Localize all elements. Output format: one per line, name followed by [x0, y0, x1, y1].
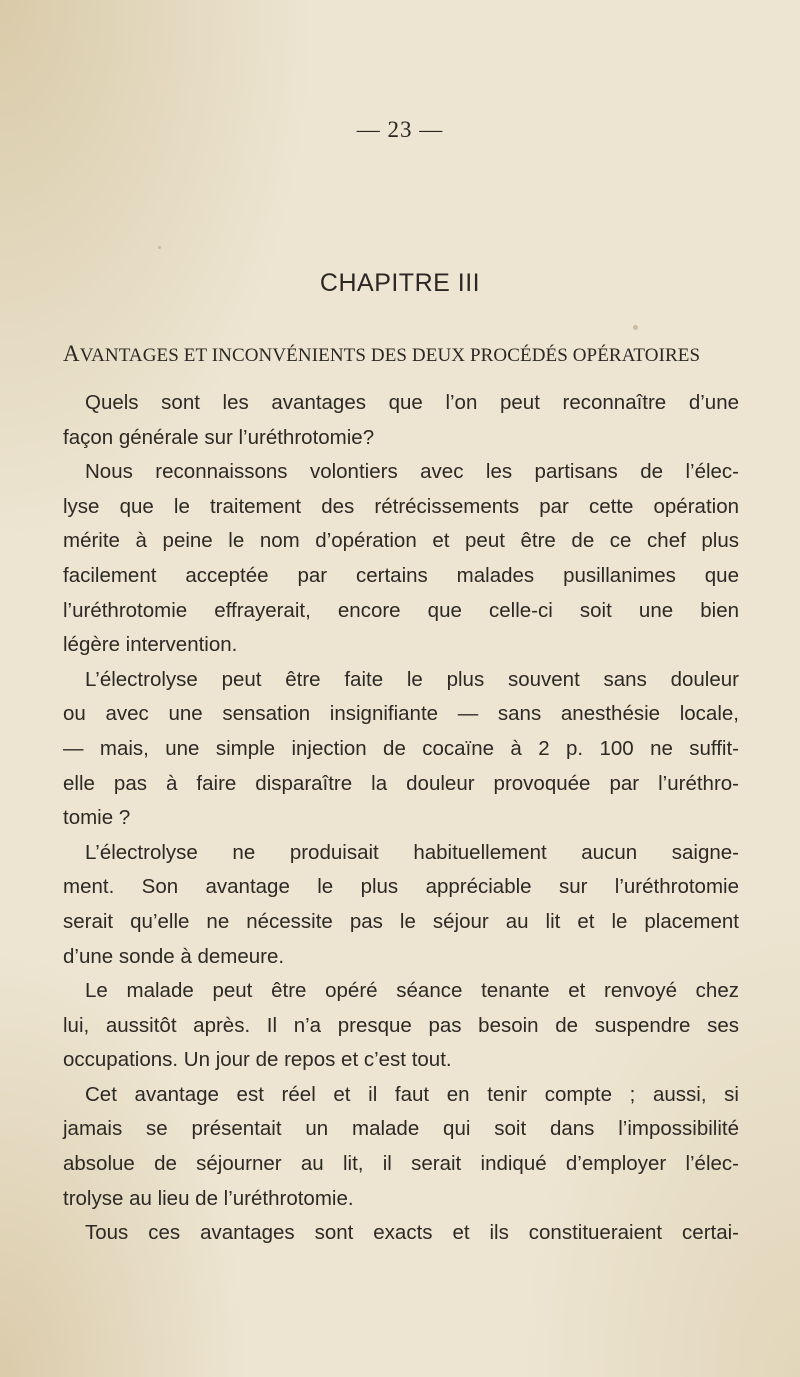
text-line: lui, aussitôt après. Il n’a presque pas besoin de suspendre ses	[63, 1013, 739, 1037]
text-line: Cet avantage est réel et il faut en tenir compte ; aussi, si	[85, 1082, 739, 1106]
subtitle-initial: A	[63, 341, 80, 366]
text-line: Quels sont les avantages que l’on peut reconnaître d’une	[85, 391, 739, 414]
text-line: occupations. Un jour de repos et c’est tout.	[63, 1048, 452, 1072]
text-line: d’une sonde à demeure.	[63, 944, 285, 968]
text-line: jamais se présentait un malade qui soit dans l’impossibilité	[63, 1117, 739, 1141]
text-line: L’électrolyse ne produisait habituellement aucun saigne-	[85, 840, 739, 864]
body-text	[63, 386, 739, 1251]
text-line: mérite à peine le nom d’opération et peut être de ce chef plus	[63, 529, 739, 553]
text-line: Tous ces avantages sont exacts et ils constitueraient certai-	[85, 1221, 739, 1245]
text-line: Le malade peut être opéré séance tenante et renvoyé chez	[85, 979, 739, 1003]
chapter-subtitle	[63, 341, 743, 367]
text-line: façon générale sur l’uréthrotomie?	[63, 425, 375, 449]
text-line: lyse que le traitement des rétrécissements par cette opération	[63, 494, 739, 518]
text-line: tomie ?	[63, 806, 131, 830]
text-line: trolyse au lieu de l’uréthrotomie.	[63, 1186, 354, 1210]
paper-speck	[158, 246, 161, 249]
page-number: — 23 —	[356, 117, 444, 142]
text-line: légère intervention.	[63, 633, 238, 657]
text-line: ou avec une sensation insignifiante — sans anesthésie locale,	[63, 702, 739, 726]
text-line: absolue de séjourner au lit, il serait indiqué d’employer l’élec-	[63, 1152, 739, 1176]
text-line: Nous reconnaissons volontiers avec les partisans de l’élec-	[85, 460, 739, 484]
paper-speck	[633, 325, 638, 330]
text-line: — mais, une simple injection de cocaïne à 2 p. 100 ne suffit-	[63, 736, 739, 760]
text-line: ment. Son avantage le plus appréciable sur l’uréthrotomie	[63, 875, 739, 899]
text-line: serait qu’elle ne nécessite pas le séjour au lit et le placement	[63, 909, 739, 933]
chapter-title: CHAPITRE III	[319, 269, 481, 297]
text-line: elle pas à faire disparaître la douleur provoquée par l’uréthro-	[63, 771, 739, 795]
subtitle-text: VANTAGES ET INCONVÉNIENTS DES DEUX PROCÉDÉS OPÉRATOIRES	[79, 345, 701, 366]
text-line: l’uréthrotomie effrayerait, encore que celle-ci soit une bien	[63, 598, 739, 622]
text-line: facilement acceptée par certains malades pusillanimes que	[63, 563, 739, 587]
text-line: L’électrolyse peut être faite le plus souvent sans douleur	[85, 667, 739, 691]
